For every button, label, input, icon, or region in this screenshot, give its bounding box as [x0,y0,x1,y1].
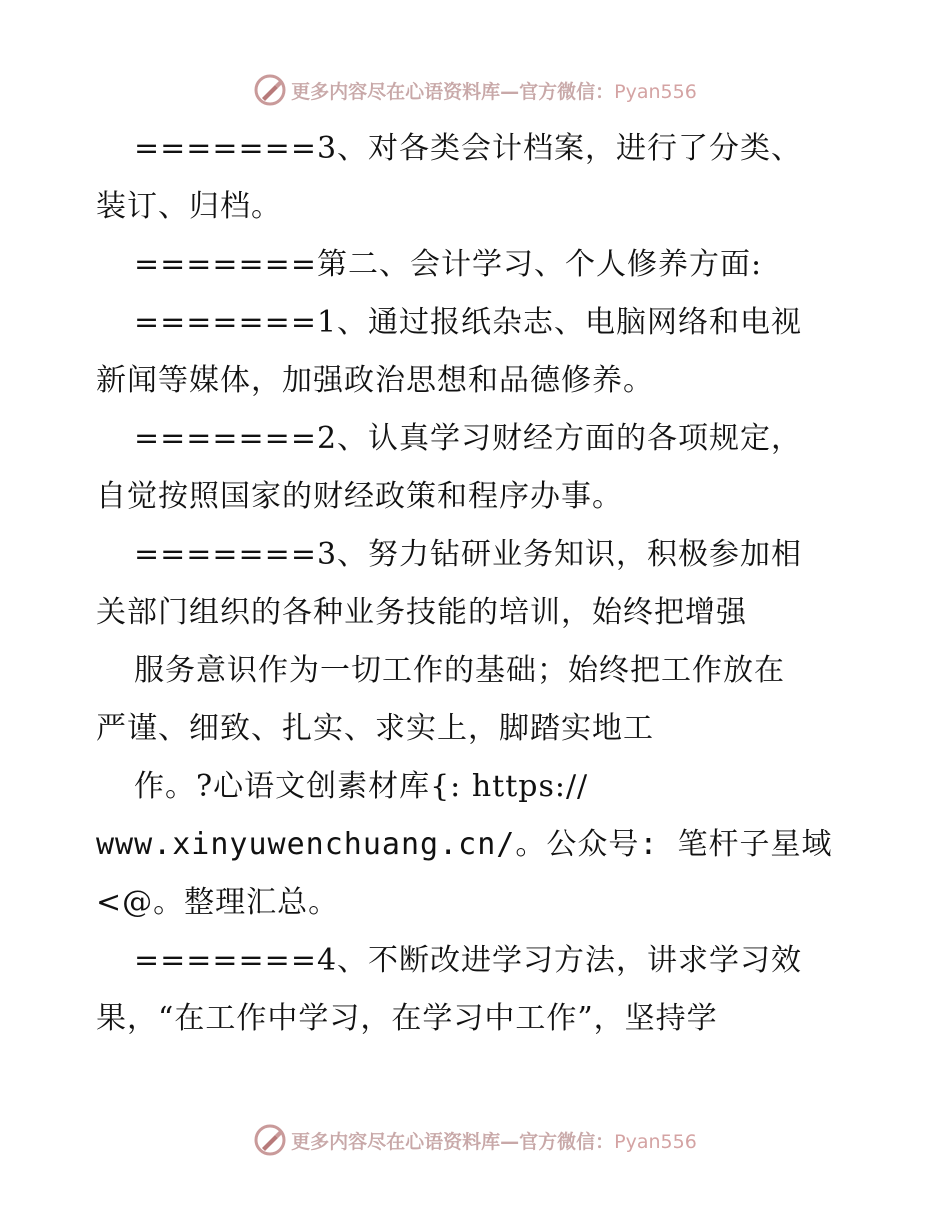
banner-text: 更多内容尽在心语资料库—官方微信：Pyan556 [291,80,697,103]
text-line: 果，“在工作中学习，在学习中工作”，坚持学 [96,1001,718,1036]
document-body [96,120,896,1048]
text-line: =======2、认真学习财经方面的各项规定， [134,421,803,456]
pen-logo-icon [253,73,287,107]
text-line: =======1、通过报纸杂志、电脑网络和电视 [134,305,803,340]
text-line: =======3、努力钻研业务知识，积极参加相 [134,537,803,572]
text-line: 自觉按照国家的财经政策和程序办事。 [96,479,623,514]
wechat-id: Pyan556 [614,80,697,103]
text-line: 严谨、细致、扎实、求实上，脚踏实地工 [96,711,654,746]
wechat-id: Pyan556 [614,1130,697,1153]
text-line: 服务意识作为一切工作的基础；始终把工作放在 [134,653,785,688]
text-line: =======第二、会计学习、个人修养方面: [134,247,763,282]
header-banner [0,70,950,110]
text-line: 新闻等媒体，加强政治思想和品德修养。 [96,363,654,398]
text-line: 关部门组织的各种业务技能的培训，始终把增强 [96,595,747,630]
text-line: 作。?心语文创素材库{: https:// [134,769,589,804]
text-line: =======3、对各类会计档案，进行了分类、 [134,131,803,166]
pen-logo-icon [253,1123,287,1157]
text-line: =======4、不断改进学习方法，讲求学习效 [134,943,803,978]
text-line: <@。整理汇总。 [96,885,340,920]
footer-banner [0,1120,950,1160]
banner-text: 更多内容尽在心语资料库—官方微信：Pyan556 [291,1130,697,1153]
text-line: www.xinyuwenchuang.cn/。公众号: 笔杆子星域 [96,827,833,862]
text-line: 装订、归档。 [96,189,282,224]
